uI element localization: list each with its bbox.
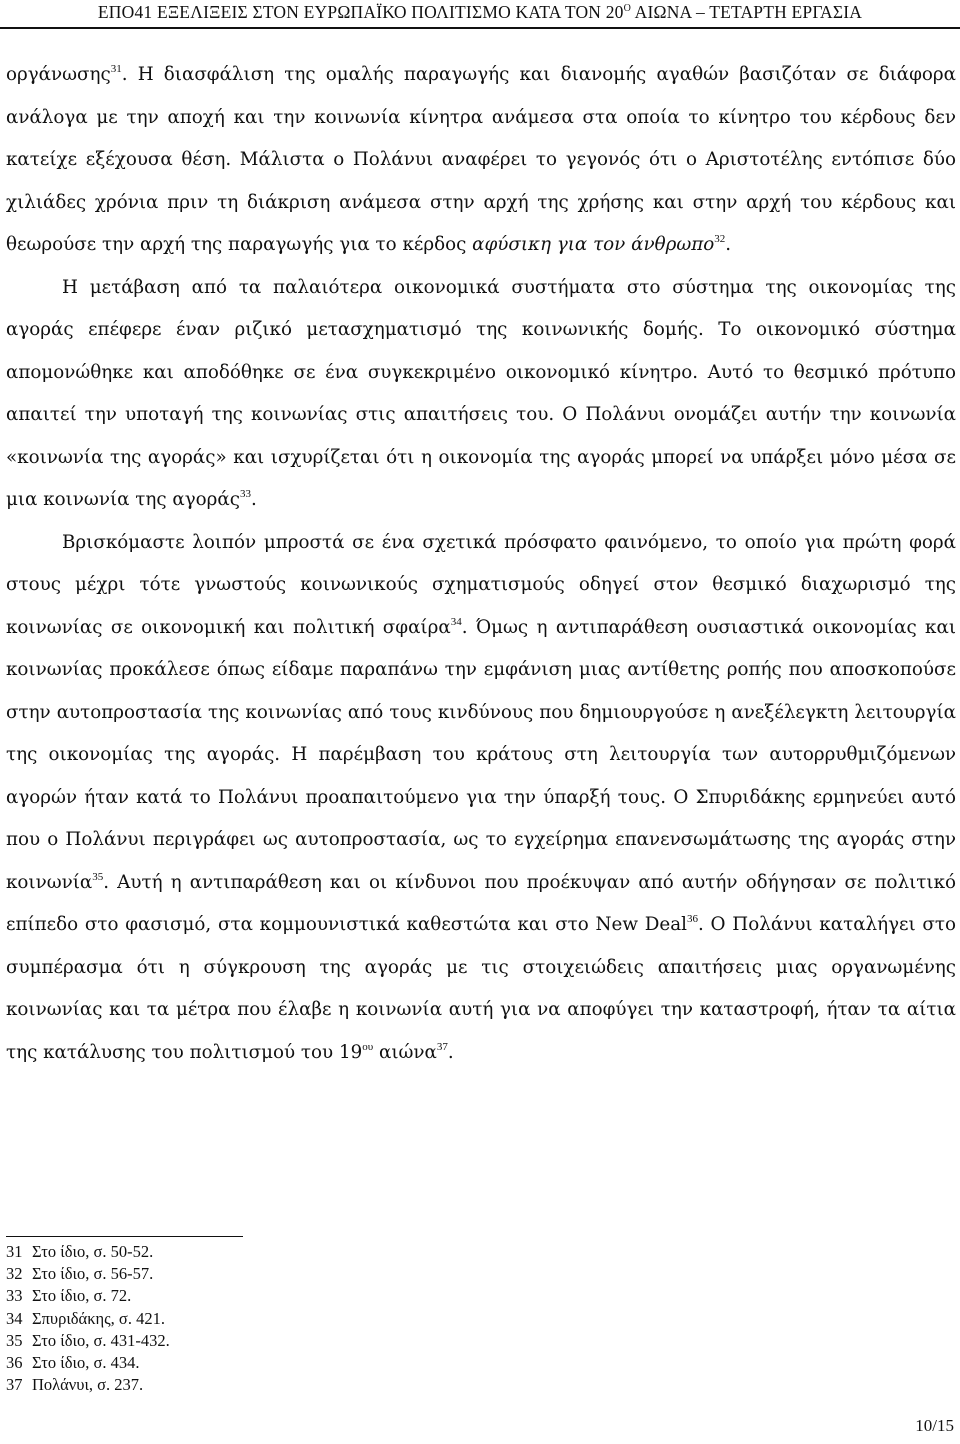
- footnote-text: Πολάνυι, σ. 237.: [32, 1375, 144, 1395]
- footnote-item: [6, 1285, 406, 1307]
- footnote-number: 33: [6, 1286, 23, 1306]
- paragraph-text: .: [447, 1041, 454, 1063]
- paragraph-text: . Ο Πολάνυι καταλήγει στο συμπέρασμα ότι η σύγκρουση της αγοράς με τις στοιχειώδεις απαιτήσεις μιας οργανωμένης κοινωνίας και τα μέτρα που έλαβε η κοινωνία αυτή για να αποφύγει την καταστροφή, ήταν τα αίτια της κατάλυσης του πολιτισμού του 19: [6, 914, 956, 1063]
- footnote-ref-37[interactable]: 37: [436, 1040, 448, 1053]
- footnote-number: 35: [6, 1330, 23, 1350]
- paragraph-text: . Όμως η αντιπαράθεση ουσιαστικά οικονομίας και κοινωνίας προκάλεσε όπως είδαμε παραπάνω την εμφάνιση μιας αντίθετης ροπής που αποσκοπούσε στην αυτοπροστασία της κοινωνίας από τους κινδύνους που δημιουργούσε η ανεξέλεγκτη λειτουργία της οικονομίας της αγοράς. Η παρέμβαση του κράτους στη λειτουργία των αυτορρυθμιζόμενων αγορών ήταν κατά το Πολάνυι προαπαιτούμενο για την ύπαρξή τους. Ο Σπυριδάκης ερμηνεύει αυτό που ο Πολάνυι περιγράφει ως αυτοπροστασία, ως το εγχείρημα επανενσωμάτωσης της αγοράς στην κοινωνία: [6, 616, 956, 893]
- footnote-ref-32[interactable]: 32: [714, 233, 726, 245]
- paragraph-text: .: [251, 489, 257, 510]
- paragraph-1: [6, 54, 956, 267]
- footnote-separator: [6, 1236, 243, 1237]
- footnote-item: [6, 1241, 406, 1263]
- page-header: [0, 0, 960, 26]
- header-title-tail: ΑΙΩΝΑ – ΤΕΤΑΡΤΗ ΕΡΓΑΣΙΑ: [631, 2, 863, 22]
- footnote-number: 32: [6, 1264, 23, 1284]
- footnote-number: 36: [6, 1353, 23, 1373]
- footnote-item: [6, 1263, 406, 1285]
- footnote-text: Στο ίδιο, σ. 72.: [32, 1286, 132, 1306]
- footnote-text: Σπυριδάκης, σ. 421.: [32, 1308, 165, 1328]
- footnote-text: Στο ίδιο, σ. 56-57.: [32, 1264, 154, 1284]
- footnote-number: 31: [6, 1242, 23, 1261]
- century-superscript: ου: [362, 1040, 374, 1053]
- page-number: 10/15: [915, 1416, 954, 1435]
- footnote-ref-36[interactable]: 36: [686, 913, 698, 925]
- footnotes: [6, 1241, 406, 1396]
- footnote-text: Στο ίδιο, σ. 431-432.: [32, 1330, 170, 1350]
- header-title: ΕΠΟ41 ΕΞΕΛΙΞΕΙΣ ΣΤΟΝ ΕΥΡΩΠΑΪΚΟ ΠΟΛΙΤΙΣΜΟ ΚΑΤΑ ΤΟΝ 20: [97, 2, 624, 22]
- footnote-ref-31[interactable]: 31: [110, 63, 122, 75]
- paragraph-text: .: [725, 234, 732, 255]
- footnote-text: Στο ίδιο, σ. 434.: [32, 1353, 140, 1373]
- footnote-ref-35[interactable]: 35: [92, 870, 104, 883]
- paragraph-text: . Αυτή η αντιπαράθεση και οι κίνδυνοι που προέκυψαν από αυτήν οδήγησαν σε πολιτικό επίπεδο στο φασισμό, στα κομμουνιστικά καθεστώτα και στο New Deal: [6, 871, 956, 935]
- header-title-superscript: Ο: [623, 3, 632, 14]
- paragraph-text: Η μετάβαση από τα παλαιότερα οικονομικά συστήματα στο σύστημα της οικονομίας της αγοράς επέφερε έναν ριζικό μετασχηματισμό της κοινωνικής δομής. Το οικονομικό σύστημα απομονώθηκε και αποδόθηκε σε ένα συγκεκριμένο οικονομικό κίνητρο. Αυτό το θεσμικό πρότυπο απαιτεί την υποταγή της κοινωνίας στις απαιτήσεις του. Ο Πολάνυι ονομάζει αυτήν την κοινωνία «κοινωνία της αγοράς» και ισχυρίζεται ότι η οικονομία της αγοράς μπορεί να υπάρξει μόνο μέσα σε μια κοινωνία της αγοράς: [6, 276, 956, 510]
- paragraph-text: . Η διασφάλιση της ομαλής παραγωγής και διανομής αγαθών βασιζόταν σε διάφορα ανάλογα με την αποχή και την κοινωνία κίνητρα ανάμεσα στα οποία το κίνητρο του κέρδους δεν κατείχε εξέχουσα θέση. Μάλιστα ο Πολάνυι αναφέρει το γεγονός ότι ο Αριστοτέλης εντόπισε δύο χιλιάδες χρόνια πριν τη διάκριση ανάμεσα στην αρχή της χρήσης και στην αρχή του κέρδους και θεωρούσε την αρχή της παραγωγής για το κέρδος: [6, 64, 956, 255]
- paragraph-3: [6, 522, 956, 1075]
- paragraph-2: [6, 267, 956, 522]
- body-text: [6, 54, 956, 1074]
- footnote-item: [6, 1308, 406, 1330]
- footnote-item: [6, 1330, 406, 1352]
- footnote-number: 37: [6, 1375, 23, 1395]
- paragraph-text: Βρισκόμαστε λοιπόν μπροστά σε ένα σχετικά πρόσφατο φαινόμενο, το οποίο για πρώτη φορά στους μέχρι τότε γνωστούς κοινωνικούς σχηματισμούς οδηγεί στον θεσμικό διαχωρισμό της κοινωνίας σε οικονομική και πολιτική σφαίρα: [6, 531, 956, 638]
- footnote-item: [6, 1352, 406, 1374]
- footnote-ref-34[interactable]: 34: [450, 615, 462, 628]
- paragraph-text: οργάνωσης: [6, 64, 111, 85]
- header-rule: [0, 27, 960, 29]
- footnote-item: [6, 1374, 406, 1396]
- footnote-number: 34: [6, 1308, 23, 1328]
- paragraph-text: αιώνα: [373, 1041, 437, 1063]
- footnote-text: Στο ίδιο, σ. 50-52.: [32, 1242, 154, 1261]
- italic-phrase: αφύσικη για τον άνθρωπο: [472, 234, 715, 255]
- footnote-ref-33[interactable]: 33: [240, 488, 251, 500]
